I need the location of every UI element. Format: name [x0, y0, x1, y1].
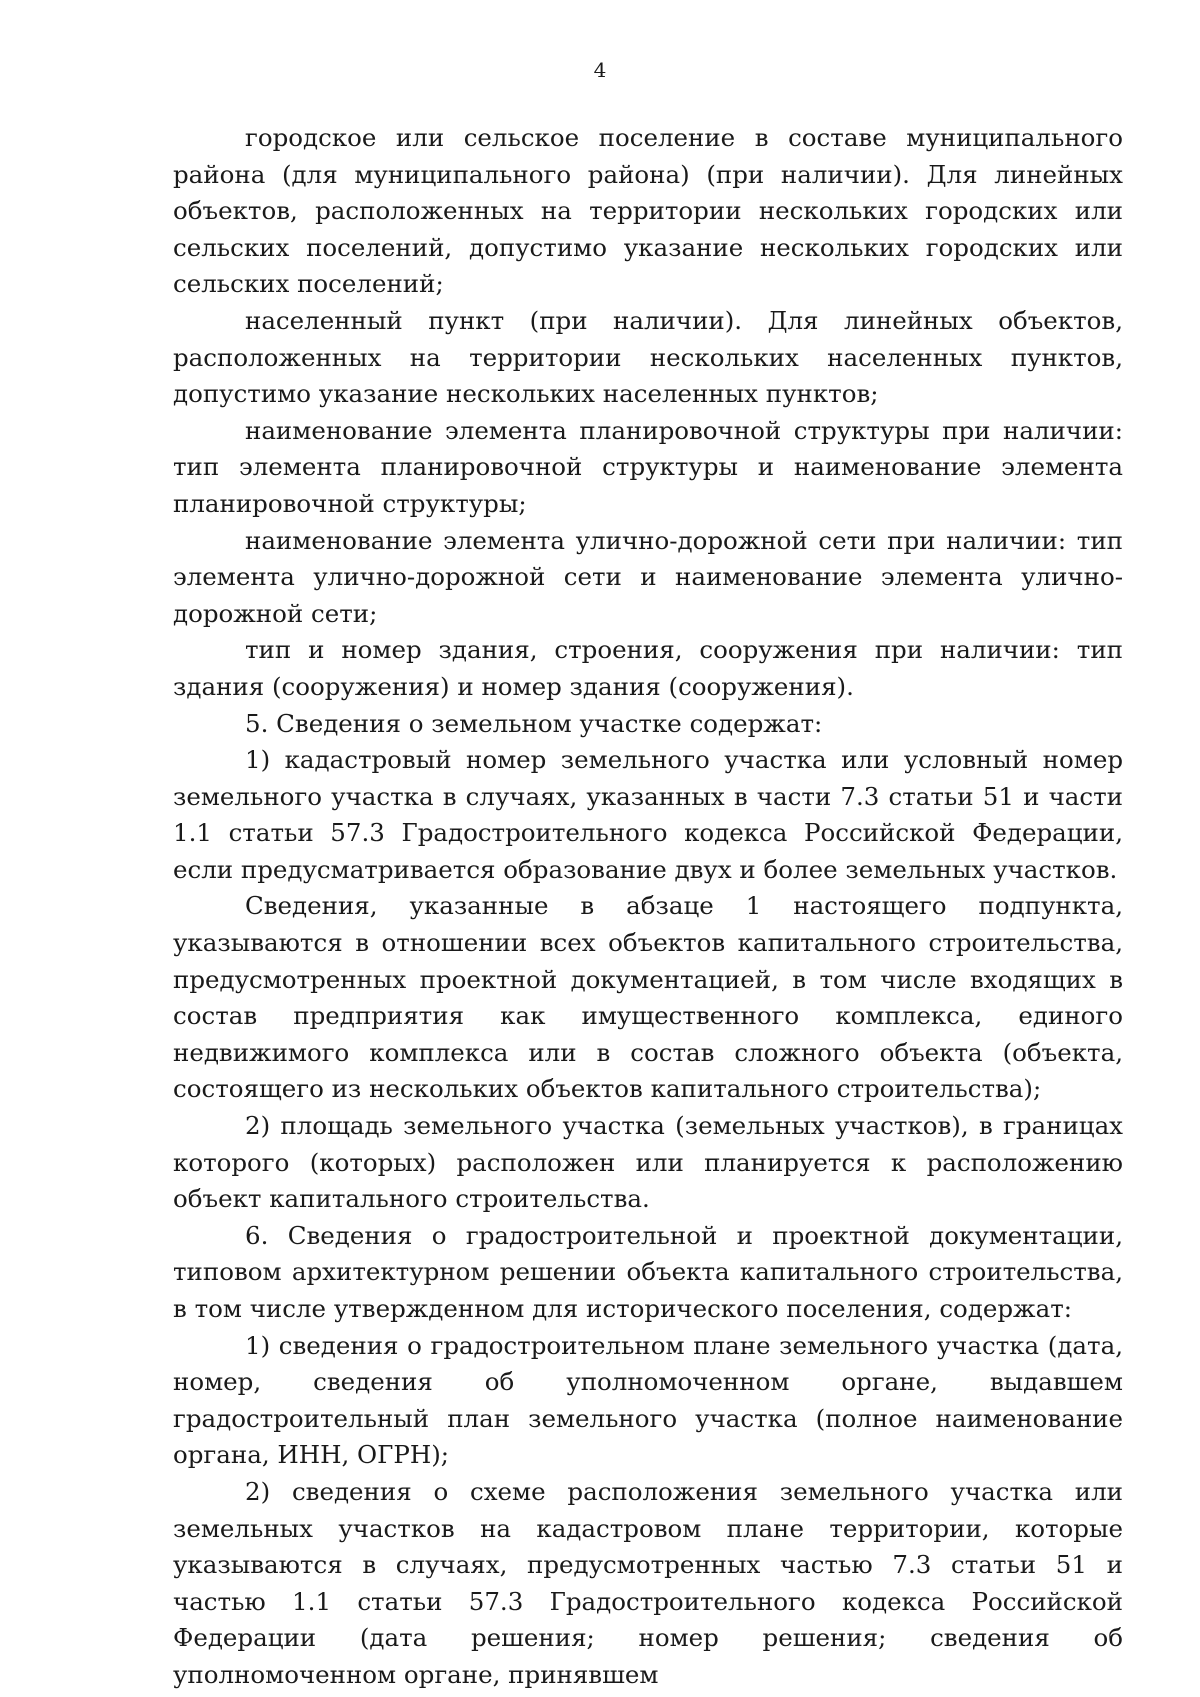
paragraph-locality: населенный пункт (при наличии). Для линейных объектов, расположенных на территории нескольких населенных пунктов, допустимо указание нескольких населенных пунктов;	[173, 305, 1123, 409]
paragraph-building-number: тип и номер здания, строения, сооружения при наличии: тип здания (сооружения) и номер здания (сооружения).	[173, 635, 1123, 701]
section-5-heading: 5. Сведения о земельном участке содержат:	[245, 708, 823, 738]
section-5-item-2: 2) площадь земельного участка (земельных участков), в границах которого (которых) расположен или планируется к расположению объект капитального строительства.	[173, 1111, 1123, 1214]
section-5-item-1-note: Сведения, указанные в абзаце 1 настоящего подпункта, указываются в отношении всех объектов капитального строительства, предусмотренных проектной документацией, в том числе входящих в состав предприятия как имущественного комплекса, единого недвижимого комплекса или в состав сложного объекта (объекта, состоящего из нескольких объектов капитального строительства);	[173, 891, 1123, 1104]
section-6-heading: 6. Сведения о градостроительной и проектной документации, типовом архитектурном решении объекта капитального строительства, в том числе утвержденном для исторического поселения, содержат:	[173, 1220, 1123, 1323]
paragraph-settlement: городское или сельское поселение в составе муниципального района (для муниципального района) (при наличии). Для линейных объектов, расположенных на территории нескольких городских или сельских поселений, допустимо указание нескольких городских или сельских поселений;	[173, 123, 1123, 299]
section-6-item-2: 2) сведения о схеме расположения земельного участка или земельных участков на кадастровом плане территории, которые указываются в случаях, предусмотренных частью 7.3 статьи 51 и частью 1.1 статьи 57.3 Градостроительного кодекса Российской Федерации (дата решения; номер решения; сведения об уполномоченном органе, принявшем	[173, 1476, 1123, 1689]
section-6-item-1: 1) сведения о градостроительном плане земельного участка (дата, номер, сведения об уполномоченном органе, выдавшем градостроительный план земельного участка (полное наименование органа, ИНН, ОГРН);	[173, 1330, 1123, 1470]
paragraph-planning-structure: наименование элемента планировочной структуры при наличии: тип элемента планировочной структуры и наименование элемента планировочной структуры;	[173, 415, 1123, 518]
page-number: 4	[593, 58, 607, 82]
section-5-item-1: 1) кадастровый номер земельного участка или условный номер земельного участка в случаях, указанных в части 7.3 статьи 51 и части 1.1 статьи 57.3 Градостроительного кодекса Российской Федерации, если предусматривается образование двух и более земельных участков.	[173, 745, 1123, 884]
paragraph-road-network: наименование элемента улично-дорожной сети при наличии: тип элемента улично-дорожной сети и наименование элемента улично-дорожной сети;	[173, 525, 1123, 628]
body-text	[173, 120, 1123, 1694]
